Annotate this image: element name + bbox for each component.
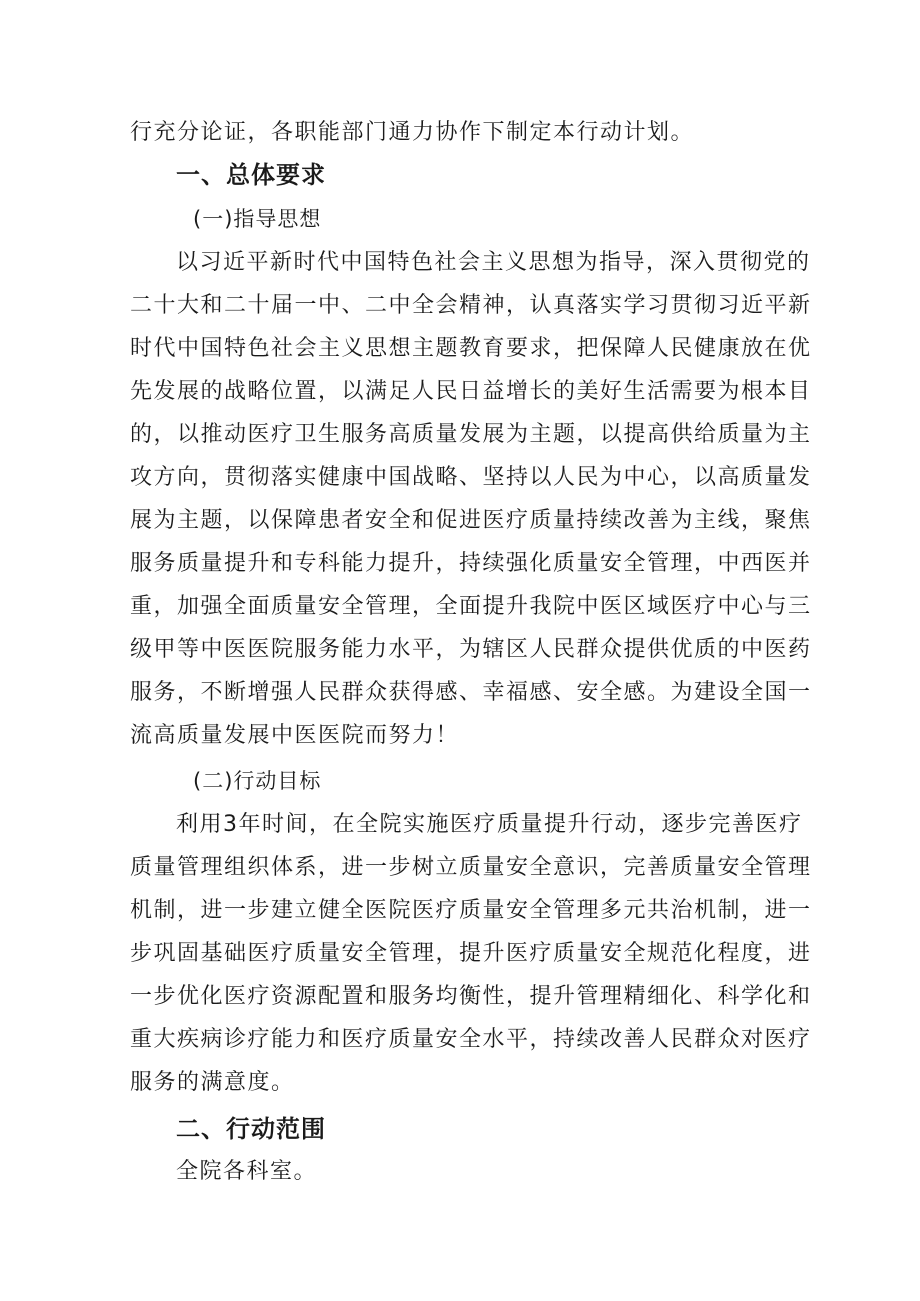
section2-line-1: 全院各科室。: [176, 1159, 318, 1184]
sub2-line-6: 重大疾病诊疗能力和医疗质量安全水平，持续改善人民群众对医疗: [130, 1027, 812, 1052]
sub1-line-7: 展为主题，以保障患者安全和促进医疗质量持续改善为主线，聚焦: [130, 508, 812, 533]
sub2-line-3: 机制，进一步建立健全医院医疗质量安全管理多元共治机制，进一: [130, 898, 812, 923]
sub2-line-7: 服务的满意度。: [130, 1070, 295, 1095]
sub2-line-4: 步巩固基础医疗质量安全管理，提升医疗质量安全规范化程度，进: [130, 941, 812, 966]
section1-heading: 一、总体要求: [176, 161, 326, 189]
sub1-line-8: 服务质量提升和专科能力提升，持续强化质量安全管理，中西医并: [130, 551, 812, 576]
section2-heading: 二、行动范围: [176, 1115, 326, 1143]
sub1-line-9: 重，加强全面质量安全管理，全面提升我院中医区域医疗中心与三: [130, 594, 812, 619]
sub1-line-1: 以习近平新时代中国特色社会主义思想为指导，深入贯彻党的: [176, 250, 811, 275]
sub1-line-2: 二十大和二十届一中、二中全会精神，认真落实学习贯彻习近平新: [130, 293, 812, 318]
sub2-line-5: 一步优化医疗资源配置和服务均衡性，提升管理精细化、科学化和: [130, 984, 812, 1009]
sub1-line-11: 服务，不断增强人民群众获得感、幸福感、安全感。为建设全国一: [130, 680, 812, 705]
sub1-line-5: 的，以推动医疗卫生服务高质量发展为主题，以提高供给质量为主: [130, 422, 812, 447]
sub1-line-12: 流高质量发展中医医院而努力！: [130, 723, 460, 748]
sub1-line-10: 级甲等中医医院服务能力水平，为辖区人民群众提供优质的中医药: [130, 637, 812, 662]
sub1-line-6: 攻方向，贯彻落实健康中国战略、坚持以人民为中心，以高质量发: [130, 465, 812, 490]
intro-tail-line: 行充分论证，各职能部门通力协作下制定本行动计划。: [130, 120, 695, 145]
sub2-line-2: 质量管理组织体系，进一步树立质量安全意识，完善质量安全管理: [130, 855, 812, 880]
sub1-line-4: 先发展的战略位置，以满足人民日益增长的美好生活需要为根本目: [130, 379, 812, 404]
section1-sub2-heading: (二)行动目标: [193, 769, 322, 793]
section1-sub1-heading: (一)指导思想: [193, 207, 322, 231]
sub2-line-1: 利用3年时间，在全院实施医疗质量提升行动，逐步完善医疗: [176, 812, 803, 837]
sub1-line-3: 时代中国特色社会主义思想主题教育要求，把保障人民健康放在优: [130, 336, 812, 361]
